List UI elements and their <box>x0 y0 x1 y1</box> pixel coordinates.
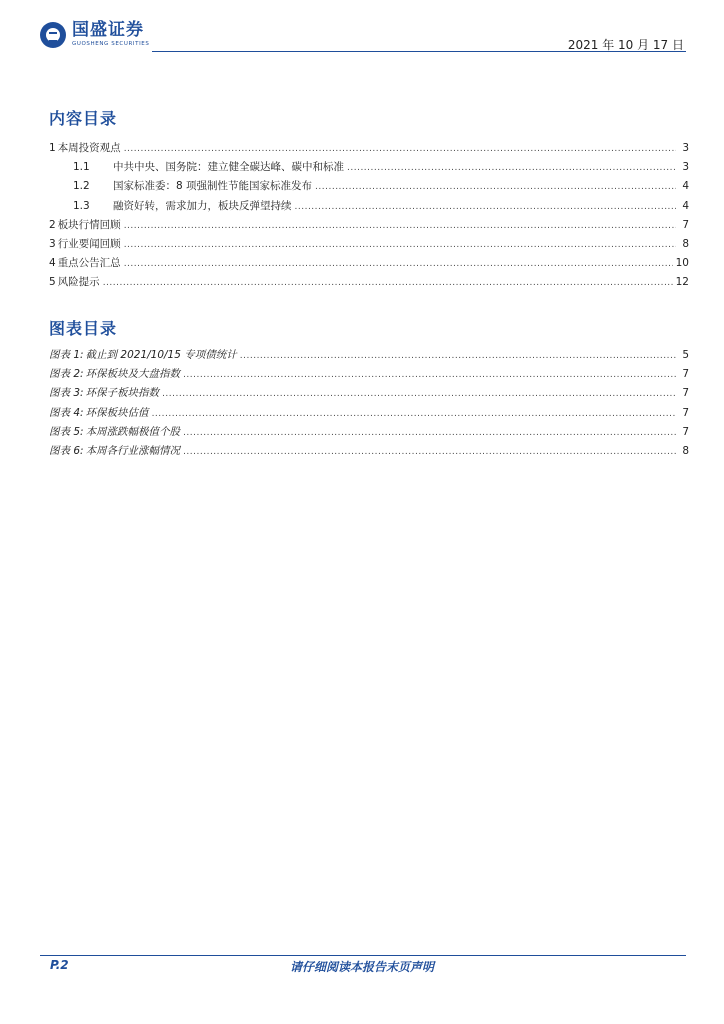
toc-item-title: 中共中央、国务院：建立健全碳达峰、碳中和标准 <box>113 161 344 174</box>
toc-item-number: 2 <box>49 218 56 231</box>
company-logo <box>40 22 149 48</box>
toc-item-number: 5 <box>49 276 56 289</box>
figure-item-title: 截止到 2021/10/15 专项债统计 <box>85 349 237 361</box>
toc-item[interactable] <box>49 139 689 158</box>
dot-leader <box>152 405 676 424</box>
dot-leader <box>183 366 676 385</box>
toc-item-page: 12 <box>675 276 689 289</box>
toc-item-page: 3 <box>682 161 689 174</box>
toc-item-page: 10 <box>675 257 689 270</box>
toc-item[interactable] <box>49 254 689 273</box>
figure-item[interactable] <box>49 365 689 384</box>
figure-item[interactable] <box>49 423 689 442</box>
dot-leader <box>124 140 676 159</box>
toc-item[interactable] <box>49 235 689 254</box>
figure-item[interactable] <box>49 404 689 423</box>
toc-item-title: 本周投资观点 <box>57 142 121 154</box>
figure-item-label: 图表 3: <box>49 387 84 400</box>
disclaimer-note: 请仔细阅读本报告末页声明 <box>289 960 434 974</box>
toc-item[interactable] <box>49 177 689 196</box>
figures-heading: 图表目录 <box>49 319 118 338</box>
toc-item-number: 1.2 <box>73 180 90 193</box>
toc-item-number: 4 <box>49 257 56 270</box>
toc-item[interactable] <box>49 273 689 292</box>
toc-item[interactable] <box>49 197 689 216</box>
dot-leader <box>183 424 676 443</box>
toc-item-page: 4 <box>682 199 689 212</box>
dot-leader <box>240 347 676 366</box>
dot-leader <box>183 443 676 462</box>
figure-item-page: 8 <box>682 444 689 457</box>
dot-leader <box>347 159 676 178</box>
header-divider <box>152 51 686 52</box>
toc-item-page: 8 <box>682 237 689 250</box>
page-header <box>40 20 686 56</box>
dot-leader <box>295 198 677 217</box>
logo-english-name: GUOSHENG SECURITIES <box>72 41 150 48</box>
figure-item-label: 图表 5: <box>49 425 84 438</box>
toc-item[interactable] <box>49 158 689 177</box>
footer-divider <box>40 955 686 956</box>
toc-item-title: 国家标准委：8 项强制性节能国家标准发布 <box>113 180 313 193</box>
figure-item-title: 本周各行业涨幅情况 <box>85 444 181 457</box>
toc-item-number: 1.1 <box>73 161 90 174</box>
logo-icon <box>40 22 66 48</box>
figures-list <box>49 346 689 461</box>
contents-list <box>49 139 689 293</box>
toc-heading: 内容目录 <box>49 109 118 128</box>
figure-item[interactable] <box>49 442 689 461</box>
dot-leader <box>103 274 673 293</box>
page-number: P.2 <box>50 958 69 972</box>
dot-leader <box>124 255 673 274</box>
figure-item[interactable] <box>49 346 689 365</box>
figure-item-page: 7 <box>682 368 689 381</box>
dot-leader <box>124 217 676 236</box>
figure-item[interactable] <box>49 384 689 403</box>
figure-item-page: 5 <box>682 349 689 361</box>
logo-chinese-name: 国盛证券 <box>72 20 144 41</box>
dot-leader <box>315 178 676 197</box>
figure-item-page: 7 <box>682 406 689 419</box>
figure-item-label: 图表 4: <box>49 406 84 419</box>
figure-item-label: 图表 1: <box>49 349 84 361</box>
toc-item-title: 行业要闻回顾 <box>57 237 121 250</box>
toc-item-number: 3 <box>49 237 56 250</box>
toc-item-page: 4 <box>682 180 689 193</box>
report-date: 2021 年 10 月 17 日 <box>567 38 684 52</box>
figure-item-label: 图表 2: <box>49 368 84 381</box>
figure-item-page: 7 <box>682 387 689 400</box>
figure-item-page: 7 <box>682 425 689 438</box>
toc-item-page: 3 <box>682 142 689 154</box>
dot-leader <box>162 385 676 404</box>
dot-leader <box>124 236 676 255</box>
figure-item-title: 环保子板块指数 <box>85 387 160 400</box>
toc-item-title: 板块行情回顾 <box>57 218 121 231</box>
toc-item-title: 风险提示 <box>57 276 100 289</box>
toc-item-page: 7 <box>682 218 689 231</box>
toc-item-number: 1 <box>49 142 56 154</box>
toc-item-number: 1.3 <box>73 199 90 212</box>
figure-item-title: 本周涨跌幅极值个股 <box>85 425 181 438</box>
toc-item[interactable] <box>49 216 689 235</box>
figure-item-title: 环保板块及大盘指数 <box>85 368 181 381</box>
figure-item-label: 图表 6: <box>49 444 84 457</box>
toc-item-title: 融资好转，需求加力，板块反弹望持续 <box>113 199 292 212</box>
toc-item-title: 重点公告汇总 <box>57 257 121 270</box>
figure-item-title: 环保板块估值 <box>85 406 149 419</box>
